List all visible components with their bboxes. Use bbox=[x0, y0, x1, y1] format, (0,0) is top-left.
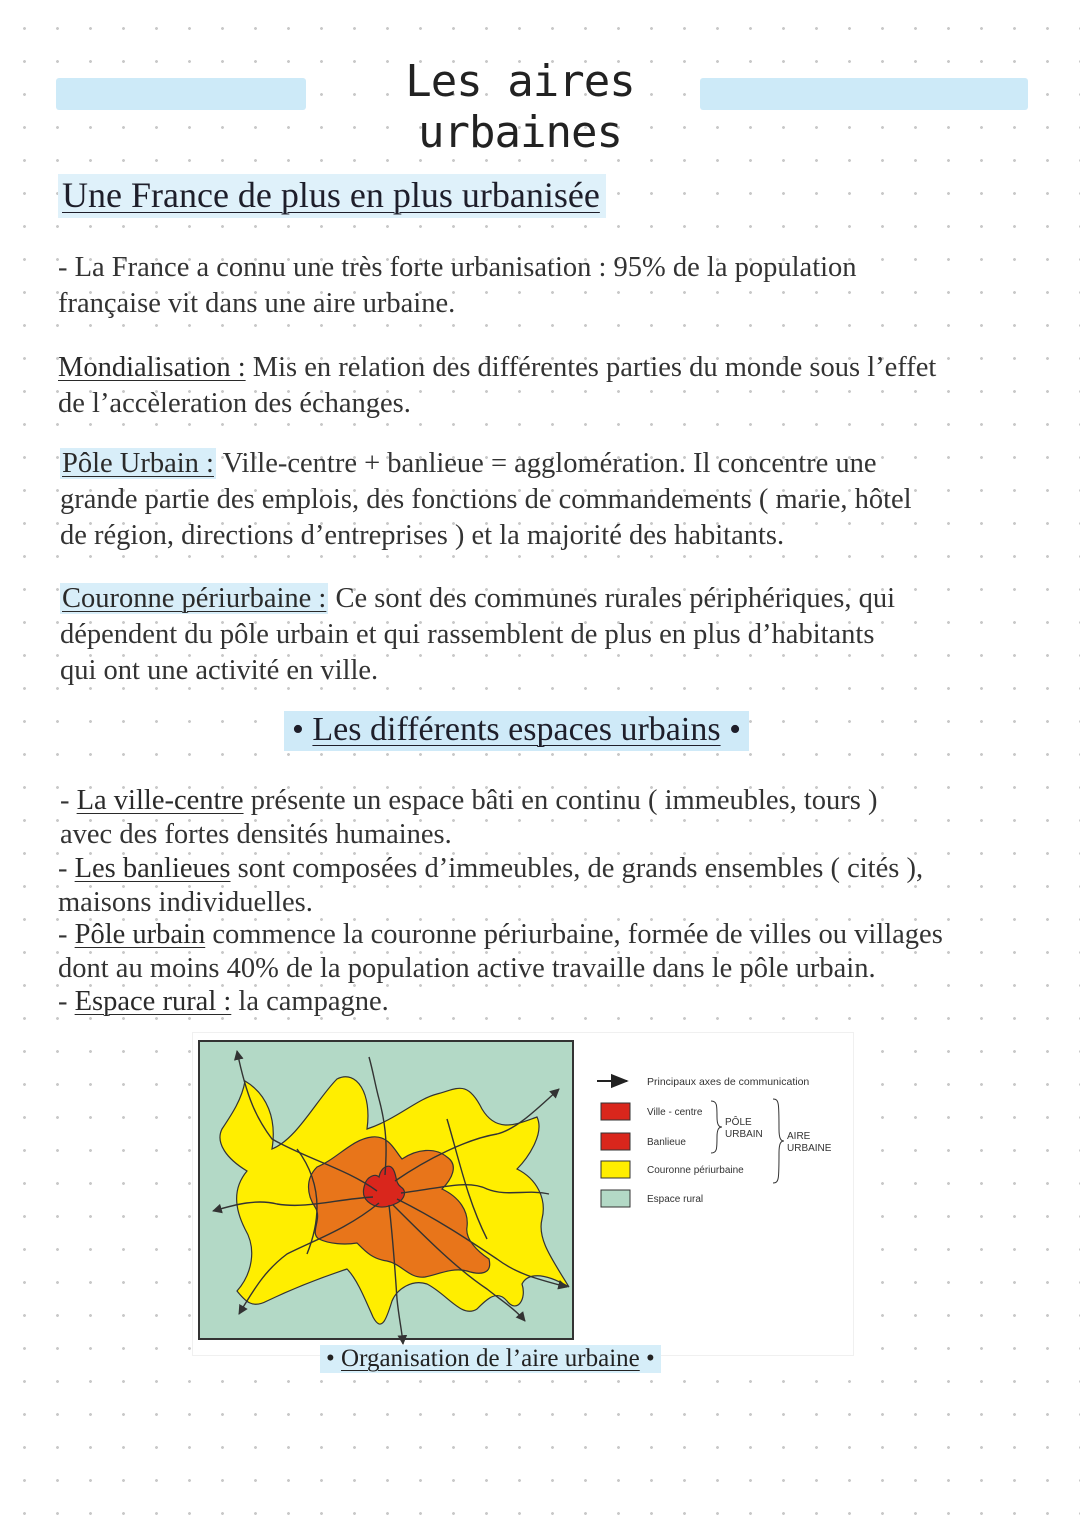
legend-ville-centre-swatch bbox=[601, 1103, 630, 1120]
space-espace-rural bbox=[58, 985, 1048, 1019]
term-mondialisation: Mondialisation : bbox=[58, 352, 246, 383]
legend-aire-label-2: URBAINE bbox=[787, 1143, 832, 1154]
legend-axes-label: Principaux axes de communication bbox=[647, 1076, 810, 1088]
space-pole-urbain-line-1: commence la couronne périurbaine, formée de villes ou villages bbox=[205, 919, 943, 950]
term-couronne-periurbaine: Couronne périurbaine : bbox=[62, 583, 327, 614]
urban-area-figure bbox=[192, 1032, 854, 1356]
term-espace-rural: Espace rural : bbox=[74, 986, 232, 1017]
definition-mondialisation-line-1: Mis en relation des différentes parties du monde sous l’effet bbox=[245, 352, 937, 383]
definition-mondialisation bbox=[58, 350, 1048, 422]
space-pole-urbain bbox=[58, 918, 1058, 986]
section-heading-urbanisation: Une France de plus en plus urbanisée bbox=[58, 174, 606, 218]
space-pole-urbain-line-2: dont au moins 40% de la population active travaille dans le pôle urbain. bbox=[58, 953, 876, 984]
space-banlieues-line-1: sont composées d’immeubles, de grands ensembles ( cités ), bbox=[230, 853, 924, 884]
legend-couronne-label: Couronne périurbaine bbox=[647, 1165, 744, 1176]
definition-couronne-periurbaine bbox=[60, 581, 1050, 689]
urban-area-diagram bbox=[197, 1039, 849, 1349]
space-banlieues-line-2: maisons individuelles. bbox=[58, 887, 313, 918]
legend-ville-centre-label: Ville - centre bbox=[647, 1107, 703, 1118]
caption-bullet-right: • bbox=[639, 1345, 655, 1372]
space-ville-centre-line-2: avec des fortes densités humaines. bbox=[60, 819, 452, 850]
definition-pole-urbain-line-1: Ville-centre + banlieue = agglomération. Il concentre une bbox=[215, 448, 877, 479]
intro-line-1: - La France a connu une très forte urbanisation : 95% de la population bbox=[58, 252, 857, 283]
legend-pole-label-2: URBAIN bbox=[725, 1129, 763, 1140]
legend-aire-bracket bbox=[773, 1099, 784, 1183]
term-pole-urbain: Pôle Urbain : bbox=[62, 448, 214, 479]
space-ville-centre-line-1: présente un espace bâti en continu ( immeubles, tours ) bbox=[243, 785, 878, 816]
legend-rural-label: Espace rural bbox=[647, 1194, 704, 1205]
definition-couronne-line-2: dépendent du pôle urbain et qui rassemblent de plus en plus d’habitants bbox=[60, 619, 875, 650]
legend-banlieue-label: Banlieue bbox=[647, 1137, 686, 1148]
legend-couronne-swatch bbox=[601, 1161, 630, 1178]
definition-couronne-line-1: Ce sont des communes rurales périphériques, qui bbox=[328, 583, 896, 614]
title-highlight-left bbox=[56, 78, 306, 110]
intro-paragraph bbox=[58, 250, 1038, 322]
heading-bullet-left: • bbox=[292, 711, 313, 748]
heading-espaces-text: Les différents espaces urbains bbox=[312, 711, 721, 748]
space-ville-centre bbox=[60, 784, 1050, 852]
definition-pole-urbain-line-3: de région, directions d’entreprises ) et la majorité des habitants. bbox=[60, 520, 785, 551]
map-legend bbox=[597, 1076, 832, 1207]
section-heading-espaces-urbains bbox=[284, 711, 749, 751]
legend-banlieue-swatch bbox=[601, 1133, 630, 1150]
term-pole-urbain-space: Pôle urbain bbox=[74, 919, 206, 950]
dash: - bbox=[60, 785, 77, 816]
dash: - bbox=[58, 853, 75, 884]
definition-couronne-line-3: qui ont une activité en ville. bbox=[60, 655, 379, 686]
heading-bullet-right: • bbox=[720, 711, 741, 748]
definition-mondialisation-line-2: de l’accèleration des échanges. bbox=[58, 388, 411, 419]
title-highlight-right bbox=[700, 78, 1028, 110]
legend-rural-swatch bbox=[601, 1190, 630, 1207]
figure-caption bbox=[320, 1345, 661, 1373]
term-ville-centre: La ville-centre bbox=[76, 785, 244, 816]
intro-line-2: française vit dans une aire urbaine. bbox=[58, 288, 456, 319]
term-banlieues: Les banlieues bbox=[74, 853, 231, 884]
dash: - bbox=[58, 986, 75, 1017]
space-espace-rural-line-1: la campagne. bbox=[231, 986, 389, 1017]
caption-text: Organisation de l’aire urbaine bbox=[341, 1345, 640, 1372]
dash: - bbox=[58, 919, 75, 950]
legend-pole-label-1: PÔLE bbox=[725, 1117, 752, 1128]
caption-bullet-left: • bbox=[326, 1345, 342, 1372]
definition-pole-urbain bbox=[60, 446, 1050, 554]
legend-aire-label-1: AIRE bbox=[787, 1131, 811, 1142]
definition-pole-urbain-line-2: grande partie des emplois, des fonctions de commandements ( marie, hôtel bbox=[60, 484, 912, 515]
legend-pole-bracket bbox=[711, 1101, 722, 1153]
page-title: Les aires urbaines bbox=[405, 56, 635, 158]
space-banlieues bbox=[58, 852, 1048, 920]
